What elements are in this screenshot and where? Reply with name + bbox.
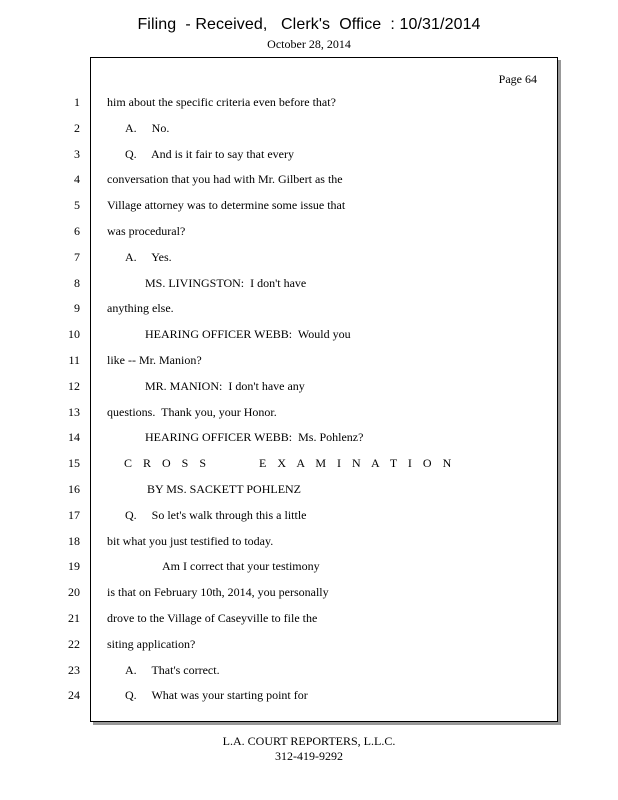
transcript-line: conversation that you had with Mr. Gilbert as the [107, 172, 343, 187]
page-number: Page 64 [498, 72, 537, 86]
transcript-text [107, 94, 547, 713]
answer-line: A. That's correct. [125, 662, 220, 677]
line-number: 16 [68, 481, 80, 496]
speaker-line: HEARING OFFICER WEBB: Would you [145, 327, 351, 342]
speaker-line: MR. MANION: I don't have any [145, 378, 305, 393]
line-number: 5 [74, 198, 80, 213]
line-number: 1 [74, 95, 80, 109]
line-number: 23 [68, 662, 80, 677]
line-number: 4 [74, 172, 80, 187]
line-number: 13 [68, 404, 80, 419]
transcript-line: him about the specific criteria even before that? [107, 95, 336, 109]
question-line: Q. What was your starting point for [125, 688, 308, 703]
filing-stamp: Filing - Received, Clerk's Office : 10/31/2014 [137, 16, 481, 33]
line-number: 8 [74, 275, 80, 290]
court-reporter-name: L.A. COURT REPORTERS, L.L.C. [222, 734, 396, 748]
line-number: 21 [68, 610, 80, 625]
transcript-line: was procedural? [107, 223, 186, 238]
transcript-line: drove to the Village of Caseyville to file the [107, 610, 318, 625]
line-number: 9 [74, 301, 80, 316]
line-number: 19 [68, 559, 80, 574]
line-number: 22 [68, 636, 80, 651]
line-number: 14 [68, 430, 80, 445]
court-reporter-phone: 312-419-9292 [275, 749, 343, 763]
line-number: 10 [68, 327, 80, 342]
line-number: 18 [68, 533, 80, 548]
line-number: 17 [68, 507, 80, 522]
line-number: 24 [68, 688, 80, 703]
transcript-line: like -- Mr. Manion? [107, 352, 202, 367]
question-line: Q. And is it fair to say that every [125, 146, 294, 161]
answer-line: A. Yes. [125, 249, 172, 264]
transcript-line: siting application? [107, 636, 196, 651]
cross-examination-heading: C R O S S E X A M I N A T I O N [124, 456, 456, 471]
transcript-line: is that on February 10th, 2014, you personally [107, 585, 329, 600]
line-number: 15 [68, 456, 80, 471]
transcript-line: bit what you just testified to today. [107, 533, 274, 548]
line-number: 12 [68, 378, 80, 393]
transcript-line: anything else. [107, 301, 174, 316]
line-number-column [56, 94, 80, 713]
line-number: 7 [74, 249, 80, 264]
line-number: 2 [74, 120, 80, 135]
line-number: 3 [74, 146, 80, 161]
speaker-line: MS. LIVINGSTON: I don't have [145, 275, 307, 290]
line-number: 20 [68, 585, 80, 600]
answer-line: A. No. [125, 120, 170, 135]
transcript-line: Village attorney was to determine some issue that [107, 198, 346, 213]
line-number: 11 [68, 352, 80, 367]
question-continuation-line: Am I correct that your testimony [162, 559, 320, 574]
footer [0, 734, 618, 764]
examiner-line: BY MS. SACKETT POHLENZ [147, 481, 302, 496]
transcript-line: questions. Thank you, your Honor. [107, 404, 277, 419]
question-line: Q. So let's walk through this a little [125, 507, 307, 522]
speaker-line: HEARING OFFICER WEBB: Ms. Pohlenz? [145, 430, 364, 445]
transcript-date: October 28, 2014 [267, 37, 351, 51]
line-number: 6 [74, 223, 80, 238]
